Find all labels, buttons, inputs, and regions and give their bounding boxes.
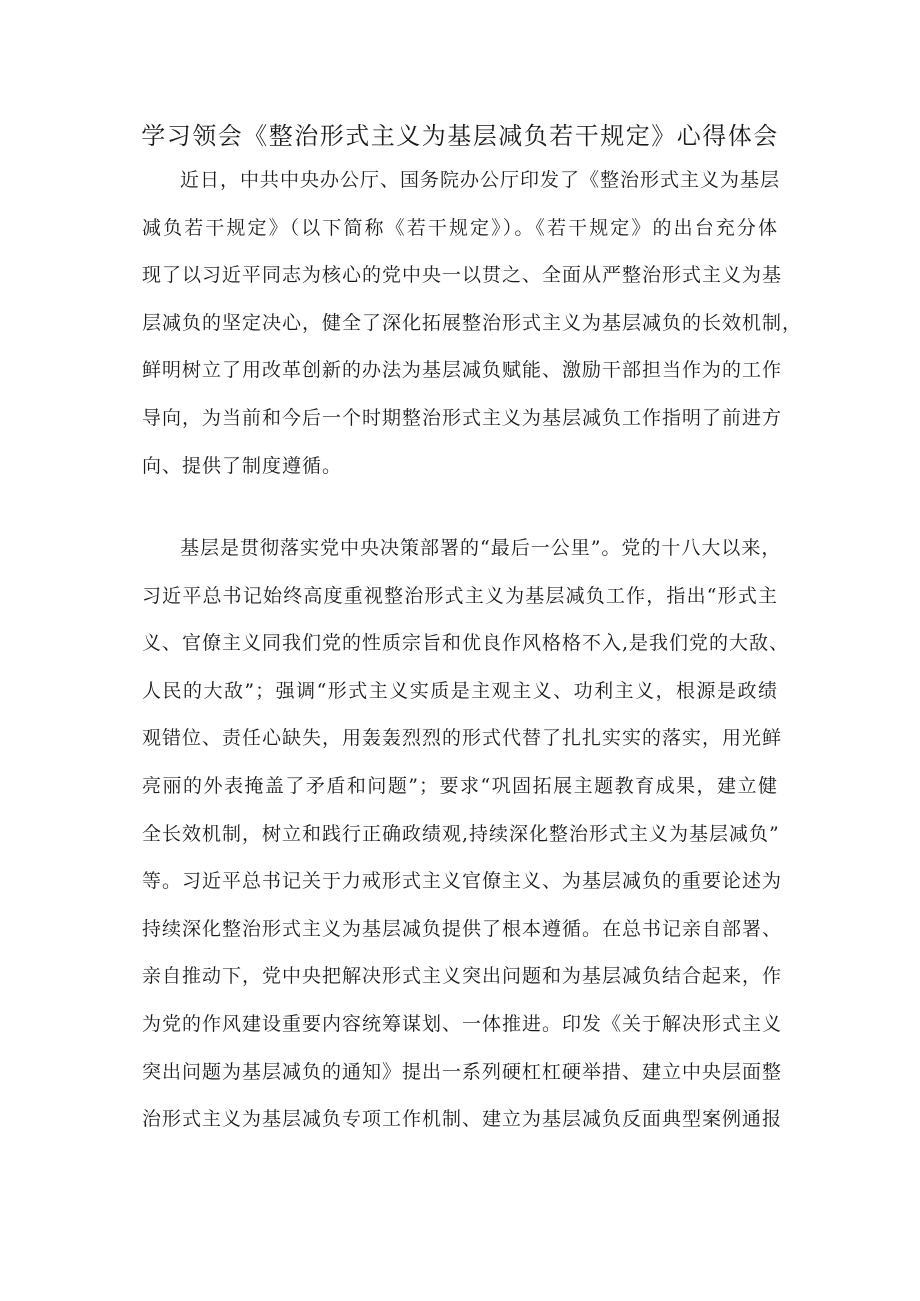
paragraph-line: 等。习近平总书记关于力戒形式主义官僚主义、为基层减负的重要论述为: [142, 870, 783, 893]
paragraph-line: 向、提供了制度遵循。: [142, 454, 343, 477]
paragraph-line: 鲜明树立了用改革创新的办法为基层减负赋能、激励干部担当作为的工作: [142, 359, 783, 382]
paragraph-line: 突出问题为基层减负的通知》提出一系列硬杠杠硬举措、建立中央层面整: [142, 1060, 783, 1083]
paragraph-line: 减负若干规定》（以下简称《若干规定》）。《若干规定》的出台充分体: [142, 216, 778, 239]
paragraph-line: 亮丽的外表掩盖了矛盾和问题”；要求“巩固拓展主题教育成果，建立健: [142, 774, 778, 797]
paragraph-line: 现了以习近平同志为核心的党中央一以贯之、全面从严整治形式主义为基: [142, 264, 783, 287]
paragraph-line: 习近平总书记始终高度重视整治形式主义为基层减负工作，指出“形式主: [142, 584, 778, 607]
paragraph-line: 导向，为当前和今后一个时期整治形式主义为基层减负工作指明了前进方: [142, 406, 783, 429]
paragraph-line: 义、官僚主义同我们党的性质宗旨和优良作风格格不入,是我们党的大敌、: [142, 632, 790, 655]
paragraph-line: 全长效机制，树立和践行正确政绩观,持续深化整治形式主义为基层减负”: [142, 822, 780, 845]
paragraph-1: [142, 157, 803, 490]
paragraph-line: 为党的作风建设重要内容统筹谋划、一体推进。印发《关于解决形式主义: [142, 1012, 783, 1035]
paragraph-line: 观错位、责任心缺失，用轰轰烈烈的形式代替了扎扎实实的落实，用光鲜: [142, 727, 783, 750]
paragraph-line: 持续深化整治形式主义为基层减负提供了根本遵循。在总书记亲自部署、: [142, 917, 783, 940]
paragraph-line: 人民的大敌”；强调“形式主义实质是主观主义、功利主义，根源是政绩: [142, 679, 778, 702]
paragraph-line: 亲自推动下，党中央把解决形式主义突出问题和为基层减负结合起来，作: [142, 965, 783, 988]
paragraph-line: 层减负的坚定决心，健全了深化拓展整治形式主义为基层减负的长效机制，: [142, 311, 803, 334]
paragraph-line: 治形式主义为基层减负专项工作机制、建立为基层减负反面典型案例通报: [142, 1108, 783, 1131]
paragraph-line: 近日，中共中央办公厅、国务院办公厅印发了《整治形式主义为基层: [180, 169, 781, 191]
paragraph-line: 基层是贯彻落实党中央决策部署的“最后一公里”。党的十八大以来，: [180, 537, 782, 559]
paragraph-2: [142, 525, 790, 1144]
document-title: 学习领会《整治形式主义为基层减负若干规定》心得体会: [141, 122, 779, 150]
